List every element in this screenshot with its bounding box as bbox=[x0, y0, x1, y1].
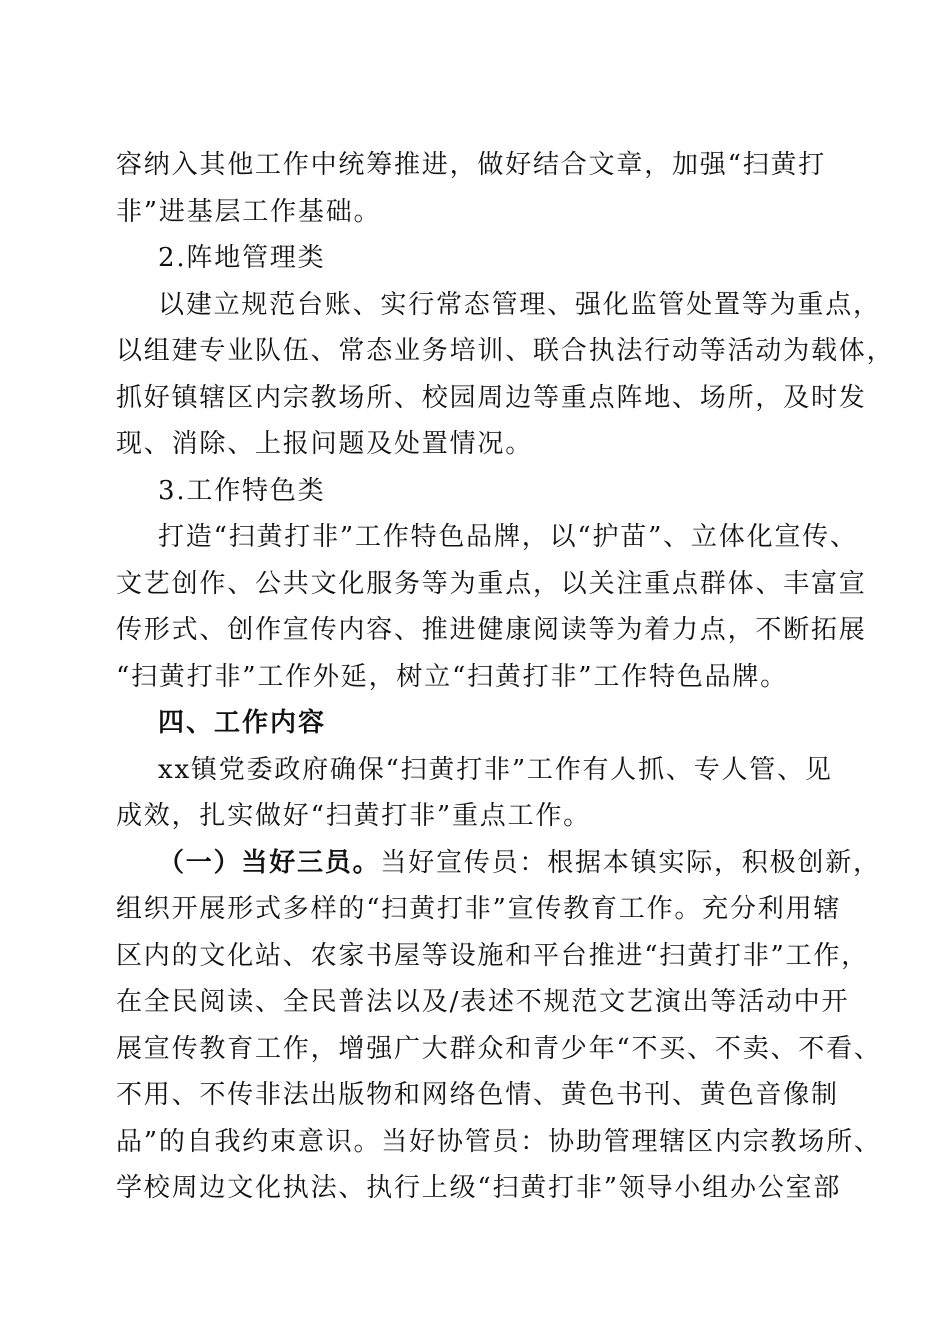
paragraph-line: 品”的自我约束意识。当好协管员：协助管理辖区内宗教场所、 bbox=[116, 1127, 882, 1157]
paragraph-line: xx镇党委政府确保“扫黄打非”工作有人抓、专人管、见 bbox=[158, 755, 833, 785]
section-heading: 四、工作内容 bbox=[158, 708, 327, 738]
paragraph-line: 成效，扎实做好“扫黄打非”重点工作。 bbox=[116, 801, 591, 831]
paragraph-line bbox=[158, 848, 881, 878]
paragraph-line: 学校周边文化执法、执行上级“扫黄打非”领导小组办公室部 bbox=[116, 1173, 842, 1203]
paragraph-line: 展宣传教育工作，增强广大群众和青少年“不买、不卖、不看、 bbox=[116, 1034, 882, 1064]
paragraph-line: 组织开展形式多样的“扫黄打非”宣传教育工作。充分利用辖 bbox=[116, 894, 842, 924]
section-subheading: 3.工作特色类 bbox=[158, 476, 326, 506]
subsection-title: （一）当好三员。 bbox=[158, 848, 381, 878]
paragraph-line: 不用、不传非法出版物和网络色情、黄色书刊、黄色音像制 bbox=[116, 1080, 839, 1110]
paragraph-line: 容纳入其他工作中统筹推进，做好结合文章，加强“扫黄打 bbox=[116, 150, 827, 180]
paragraph-line: 传形式、创作宣传内容、推进健康阅读等为着力点，不断拓展 bbox=[116, 615, 867, 645]
paragraph-line: 抓好镇辖区内宗教场所、校园周边等重点阵地、场所，及时发 bbox=[116, 383, 867, 413]
paragraph-line: 非”进基层工作基础。 bbox=[116, 197, 382, 227]
paragraph-line: 以建立规范台账、实行常态管理、强化监管处置等为重点， bbox=[158, 290, 881, 320]
paragraph-line: 文艺创作、公共文化服务等为重点，以关注重点群体、丰富宣 bbox=[116, 569, 867, 599]
paragraph-line: “扫黄打非”工作外延，树立“扫黄打非”工作特色品牌。 bbox=[116, 662, 788, 692]
paragraph-line: 现、消除、上报问题及处置情况。 bbox=[116, 429, 534, 459]
paragraph-text: 当好宣传员：根据本镇实际，积极创新， bbox=[380, 848, 881, 878]
paragraph-line: 以组建专业队伍、常态业务培训、联合执法行动等活动为载体， bbox=[116, 336, 895, 366]
paragraph-line: 区内的文化站、农家书屋等设施和平台推进“扫黄打非”工作， bbox=[116, 941, 869, 971]
paragraph-line: 打造“扫黄打非”工作特色品牌，以“护苗”、立体化宣传、 bbox=[158, 522, 858, 552]
paragraph-line: 在全民阅读、全民普法以及/表述不规范文艺演出等活动中开 bbox=[116, 987, 850, 1017]
section-subheading: 2.阵地管理类 bbox=[158, 243, 326, 273]
